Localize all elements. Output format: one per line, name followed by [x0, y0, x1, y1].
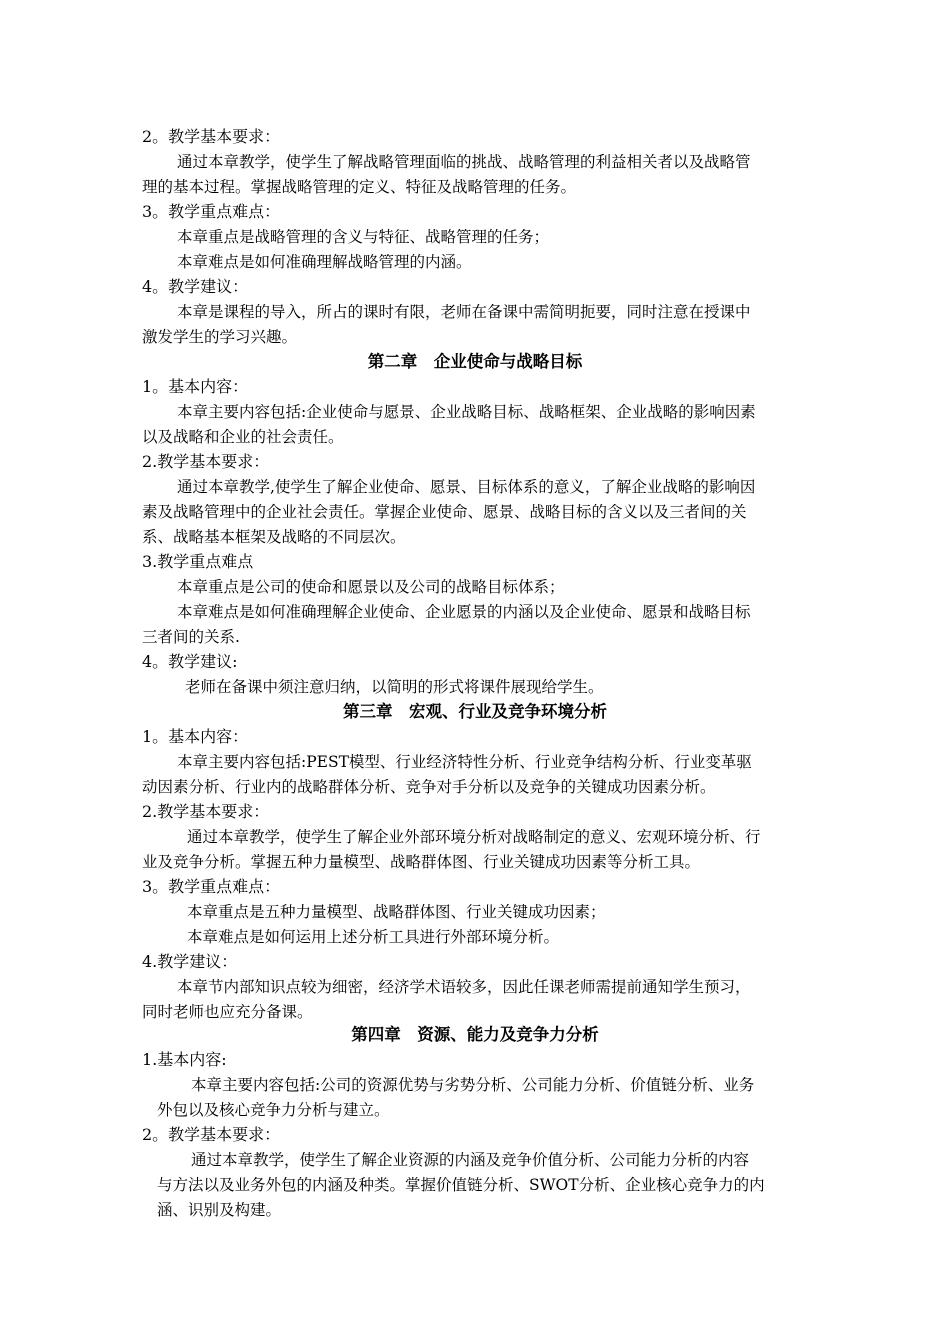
- paragraph-line: 本章重点是战略管理的含义与特征、战略管理的任务；: [177, 228, 550, 246]
- section-heading: 2.教学基本要求：: [142, 452, 270, 471]
- paragraph-line: 本章主要内容包括:企业使命与愿景、企业战略目标、战略框架、企业战略的影响因素: [177, 403, 756, 421]
- paragraph-line: 通过本章教学,使学生了解企业使命、愿景、目标体系的意义，了解企业战略的影响因: [177, 478, 756, 496]
- paragraph-line: 本章主要内容包括:公司的资源优势与劣势分析、公司能力分析、价值链分析、业务: [191, 1076, 755, 1094]
- section-heading: 2.教学基本要求：: [142, 802, 270, 821]
- paragraph-line: 理的基本过程。掌握战略管理的定义、特征及战略管理的任务。: [142, 178, 577, 196]
- section-heading: 1.基本内容:: [142, 1050, 227, 1069]
- paragraph-line: 同时老师也应充分备课。: [142, 1003, 313, 1021]
- paragraph-line: 涵、识别及构建。: [157, 1201, 282, 1219]
- paragraph-line: 业及竞争分析。掌握五种力量模型、战略群体图、行业关键成功因素等分析工具。: [142, 853, 701, 871]
- paragraph-line: 与方法以及业务外包的内涵及种类。掌握价值链分析、SWOT分析、企业核心竞争力的内: [157, 1176, 765, 1194]
- section-heading: 1。基本内容：: [142, 377, 249, 396]
- paragraph-line: 素及战略管理中的企业社会责任。掌握企业使命、愿景、战略目标的含义以及三者间的关: [142, 503, 747, 521]
- paragraph-line: 本章是课程的导入，所占的课时有限，老师在备课中需简明扼要，同时注意在授课中: [177, 303, 751, 321]
- paragraph-line: 外包以及核心竞争力分析与建立。: [157, 1101, 390, 1119]
- paragraph-line: 以及战略和企业的社会责任。: [142, 428, 344, 446]
- section-heading: 3。教学重点难点：: [142, 202, 281, 221]
- section-heading: 4.教学建议：: [142, 952, 238, 971]
- chapter-title: 第三章 宏观、行业及竞争环境分析: [343, 702, 607, 721]
- section-heading: 3.教学重点难点: [142, 552, 254, 571]
- section-heading: 3。教学重点难点：: [142, 877, 281, 896]
- section-heading: 4。教学建议:: [142, 652, 238, 671]
- paragraph-line: 动因素分析、行业内的战略群体分析、竞争对手分析以及竞争的关键成功因素分析。: [142, 778, 716, 796]
- chapter-title: 第二章 企业使命与战略目标: [367, 352, 583, 371]
- section-heading: 2。教学基本要求：: [142, 127, 281, 146]
- paragraph-line: 本章难点是如何运用上述分析工具进行外部环境分析。: [187, 928, 560, 946]
- paragraph-line: 通过本章教学，使学生了解企业资源的内涵及竞争价值分析、公司能力分析的内容: [191, 1151, 750, 1169]
- paragraph-line: 本章难点是如何准确理解战略管理的内涵。: [177, 253, 472, 271]
- paragraph-line: 本章主要内容包括:PEST模型、行业经济特性分析、行业竞争结构分析、行业变革驱: [177, 753, 752, 771]
- paragraph-line: 三者间的关系.: [142, 628, 240, 646]
- section-heading: 4。教学建议：: [142, 277, 249, 296]
- section-heading: 2。教学基本要求：: [142, 1125, 281, 1144]
- paragraph-line: 系、战略基本框架及战略的不同层次。: [142, 528, 406, 546]
- paragraph-line: 本章重点是公司的使命和愿景以及公司的战略目标体系；: [177, 578, 565, 596]
- paragraph-line: 通过本章教学，使学生了解战略管理面临的挑战、战略管理的利益相关者以及战略管: [177, 153, 751, 171]
- paragraph-line: 老师在备课中须注意归纳，以简明的形式将课件展现给学生。: [185, 678, 604, 696]
- paragraph-line: 本章节内部知识点较为细密，经济学术语较多，因此任课老师需提前通知学生预习，: [177, 978, 751, 996]
- chapter-title: 第四章 资源、能力及竞争力分析: [351, 1025, 599, 1044]
- paragraph-line: 激发学生的学习兴趣。: [142, 328, 298, 346]
- paragraph-line: 本章难点是如何准确理解企业使命、企业愿景的内涵以及企业使命、愿景和战略目标: [177, 603, 751, 621]
- paragraph-line: 本章重点是五种力量模型、战略群体图、行业关键成功因素；: [187, 903, 606, 921]
- section-heading: 1。基本内容：: [142, 727, 249, 746]
- paragraph-line: 通过本章教学，使学生了解企业外部环境分析对战略制定的意义、宏观环境分析、行: [187, 828, 761, 846]
